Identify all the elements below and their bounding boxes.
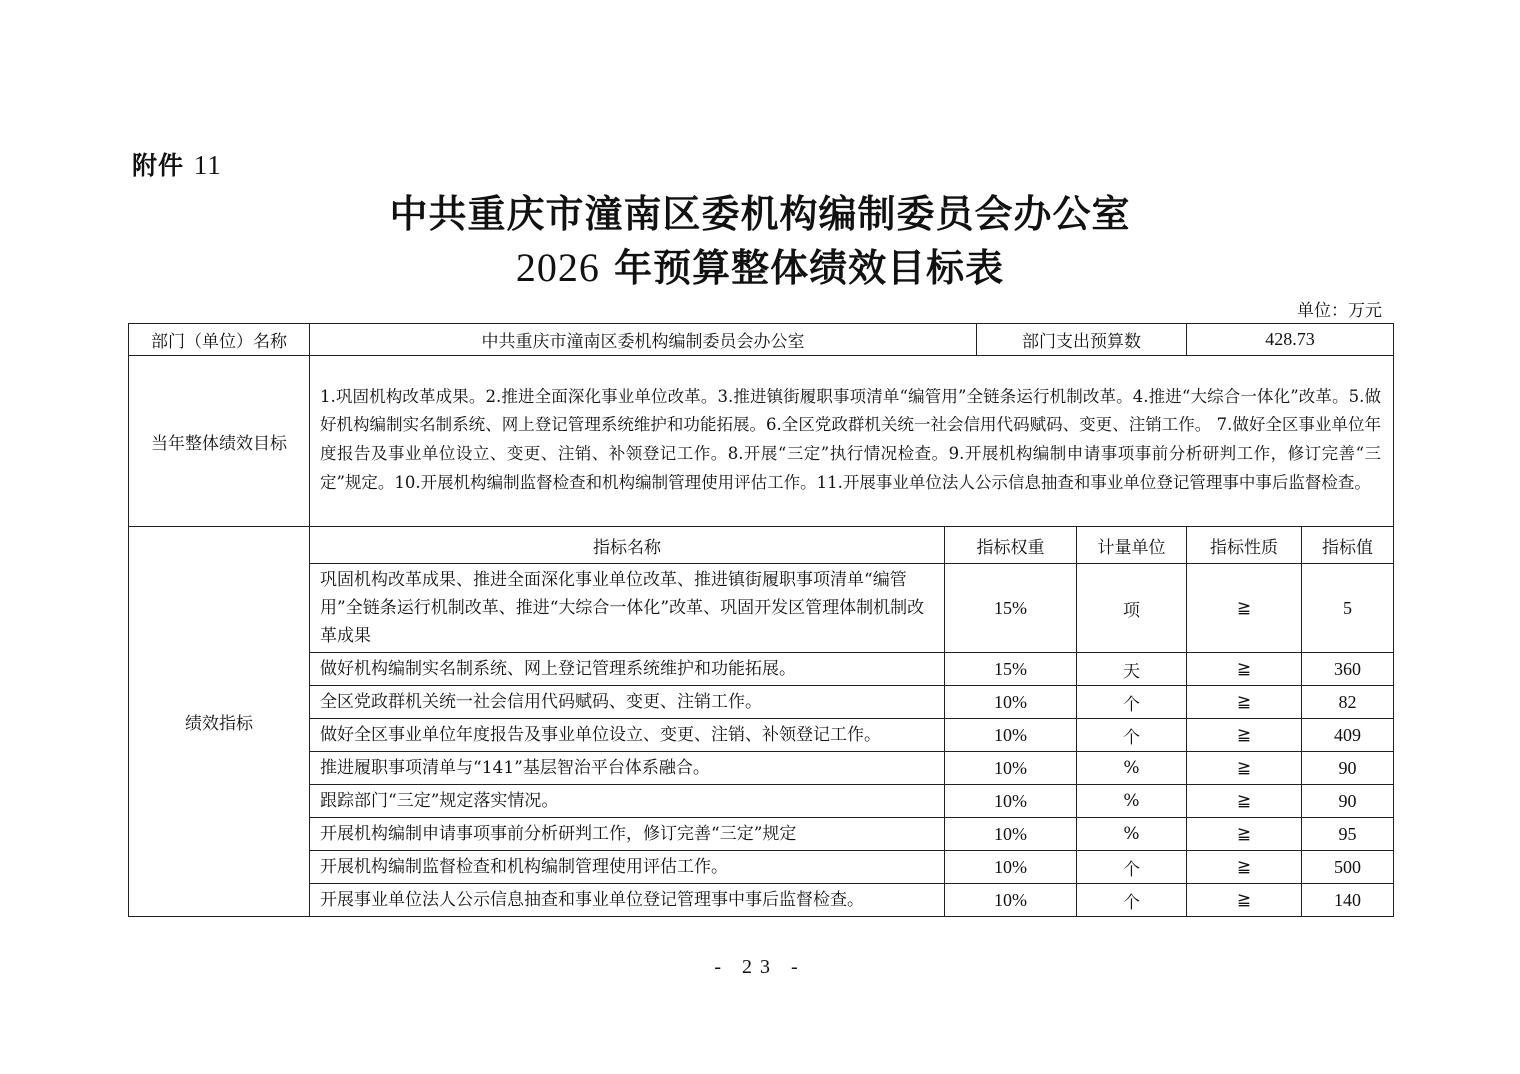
indicator-weight: 15%	[945, 564, 1077, 653]
indicator-name: 开展事业单位法人公示信息抽查和事业单位登记管理事中事后监督检查。	[310, 884, 945, 917]
goal-label-cell: 当年整体绩效目标	[129, 356, 310, 527]
budget-value-cell: 428.73	[1187, 324, 1394, 356]
indicator-weight: 10%	[945, 884, 1077, 917]
table-row	[129, 686, 1394, 719]
goal-text-cell: 1.巩固机构改革成果。2.推进全面深化事业单位改革。3.推进镇街履职事项清单“编管用”全链条运行机制改革。4.推进“大综合一体化”改革。5.做好机构编制实名制系统、网上登记管理系统维护和功能拓展。6.全区党政群机关统一社会信用代码赋码、变更、注销工作。 7.做好全区事业单位年度报告及事业单位设立、变更、注销、补领登记工作。8.开展“三定”执行情况检查。9.开展机构编制申请事项事前分析研判工作，修订完善“三定”规定。10.开展机构编制监督检查和机构编制管理使用评估工作。11.开展事业单位法人公示信息抽查和事业单位登记管理事中事后监督检查。	[310, 356, 1394, 527]
indicator-nature: ≧	[1187, 653, 1302, 686]
table-row	[129, 884, 1394, 917]
indicator-unit: 个	[1077, 851, 1187, 884]
page-title-line2	[0, 244, 1520, 292]
header-unit: 计量单位	[1077, 527, 1187, 564]
attachment-number: 11	[193, 150, 222, 180]
indicator-unit: %	[1077, 785, 1187, 818]
indicator-value: 90	[1302, 785, 1394, 818]
indicator-nature: ≧	[1187, 564, 1302, 653]
indicator-name: 全区党政群机关统一社会信用代码赋码、变更、注销工作。	[310, 686, 945, 719]
page-number: - 23 -	[714, 956, 806, 978]
unit-label: 单位：万元	[1297, 301, 1382, 321]
indicator-value: 500	[1302, 851, 1394, 884]
indicator-name: 做好全区事业单位年度报告及事业单位设立、变更、注销、补领登记工作。	[310, 719, 945, 752]
indicator-weight: 10%	[945, 818, 1077, 851]
indicator-name: 开展机构编制监督检查和机构编制管理使用评估工作。	[310, 851, 945, 884]
indicator-value: 5	[1302, 564, 1394, 653]
table-row	[129, 785, 1394, 818]
indicator-value: 90	[1302, 752, 1394, 785]
indicator-value: 82	[1302, 686, 1394, 719]
indicator-nature: ≧	[1187, 884, 1302, 917]
header-nature: 指标性质	[1187, 527, 1302, 564]
indicator-unit: 个	[1077, 884, 1187, 917]
indicator-name: 巩固机构改革成果、推进全面深化事业单位改革、推进镇街履职事项清单“编管用”全链条运行机制改革、推进“大综合一体化”改革、巩固开发区管理体制机制改革成果	[310, 564, 945, 653]
page-title-line1: 中共重庆市潼南区委机构编制委员会办公室	[389, 192, 1131, 236]
indicator-weight: 10%	[945, 785, 1077, 818]
table-row	[129, 818, 1394, 851]
table-row	[129, 851, 1394, 884]
table-row	[129, 752, 1394, 785]
goal-row	[129, 356, 1394, 527]
indicator-nature: ≧	[1187, 785, 1302, 818]
indicator-nature: ≧	[1187, 818, 1302, 851]
indicator-weight: 10%	[945, 686, 1077, 719]
indicator-weight: 10%	[945, 851, 1077, 884]
indicator-nature: ≧	[1187, 686, 1302, 719]
performance-table	[128, 323, 1394, 917]
indicator-weight: 10%	[945, 719, 1077, 752]
dept-row	[129, 324, 1394, 356]
indicator-unit: %	[1077, 818, 1187, 851]
budget-label-cell: 部门支出预算数	[977, 324, 1187, 356]
indicator-unit: %	[1077, 752, 1187, 785]
indicator-value: 95	[1302, 818, 1394, 851]
indicator-unit: 个	[1077, 686, 1187, 719]
indicator-unit: 天	[1077, 653, 1187, 686]
indicator-section-label: 绩效指标	[129, 527, 310, 917]
indicator-name: 开展机构编制申请事项事前分析研判工作，修订完善“三定”规定	[310, 818, 945, 851]
title-rest: 年预算整体绩效目标表	[614, 246, 1005, 290]
indicator-header-row	[129, 527, 1394, 564]
indicator-unit: 个	[1077, 719, 1187, 752]
indicator-value: 360	[1302, 653, 1394, 686]
indicator-weight: 15%	[945, 653, 1077, 686]
indicator-name: 做好机构编制实名制系统、网上登记管理系统维护和功能拓展。	[310, 653, 945, 686]
header-weight: 指标权重	[945, 527, 1077, 564]
title-year: 2026	[515, 245, 600, 290]
indicator-name: 跟踪部门“三定”规定落实情况。	[310, 785, 945, 818]
table-row	[129, 719, 1394, 752]
dept-name-cell: 中共重庆市潼南区委机构编制委员会办公室	[310, 324, 977, 356]
header-value: 指标值	[1302, 527, 1394, 564]
table-row	[129, 564, 1394, 653]
indicator-unit: 项	[1077, 564, 1187, 653]
indicator-nature: ≧	[1187, 851, 1302, 884]
attachment-label	[132, 146, 222, 182]
indicator-value: 140	[1302, 884, 1394, 917]
attachment-word: 附件	[132, 151, 185, 180]
indicator-value: 409	[1302, 719, 1394, 752]
dept-label-cell: 部门（单位）名称	[129, 324, 310, 356]
table-row	[129, 653, 1394, 686]
indicator-weight: 10%	[945, 752, 1077, 785]
indicator-name: 推进履职事项清单与“141”基层智治平台体系融合。	[310, 752, 945, 785]
indicator-nature: ≧	[1187, 752, 1302, 785]
indicator-nature: ≧	[1187, 719, 1302, 752]
header-indicator-name: 指标名称	[310, 527, 945, 564]
